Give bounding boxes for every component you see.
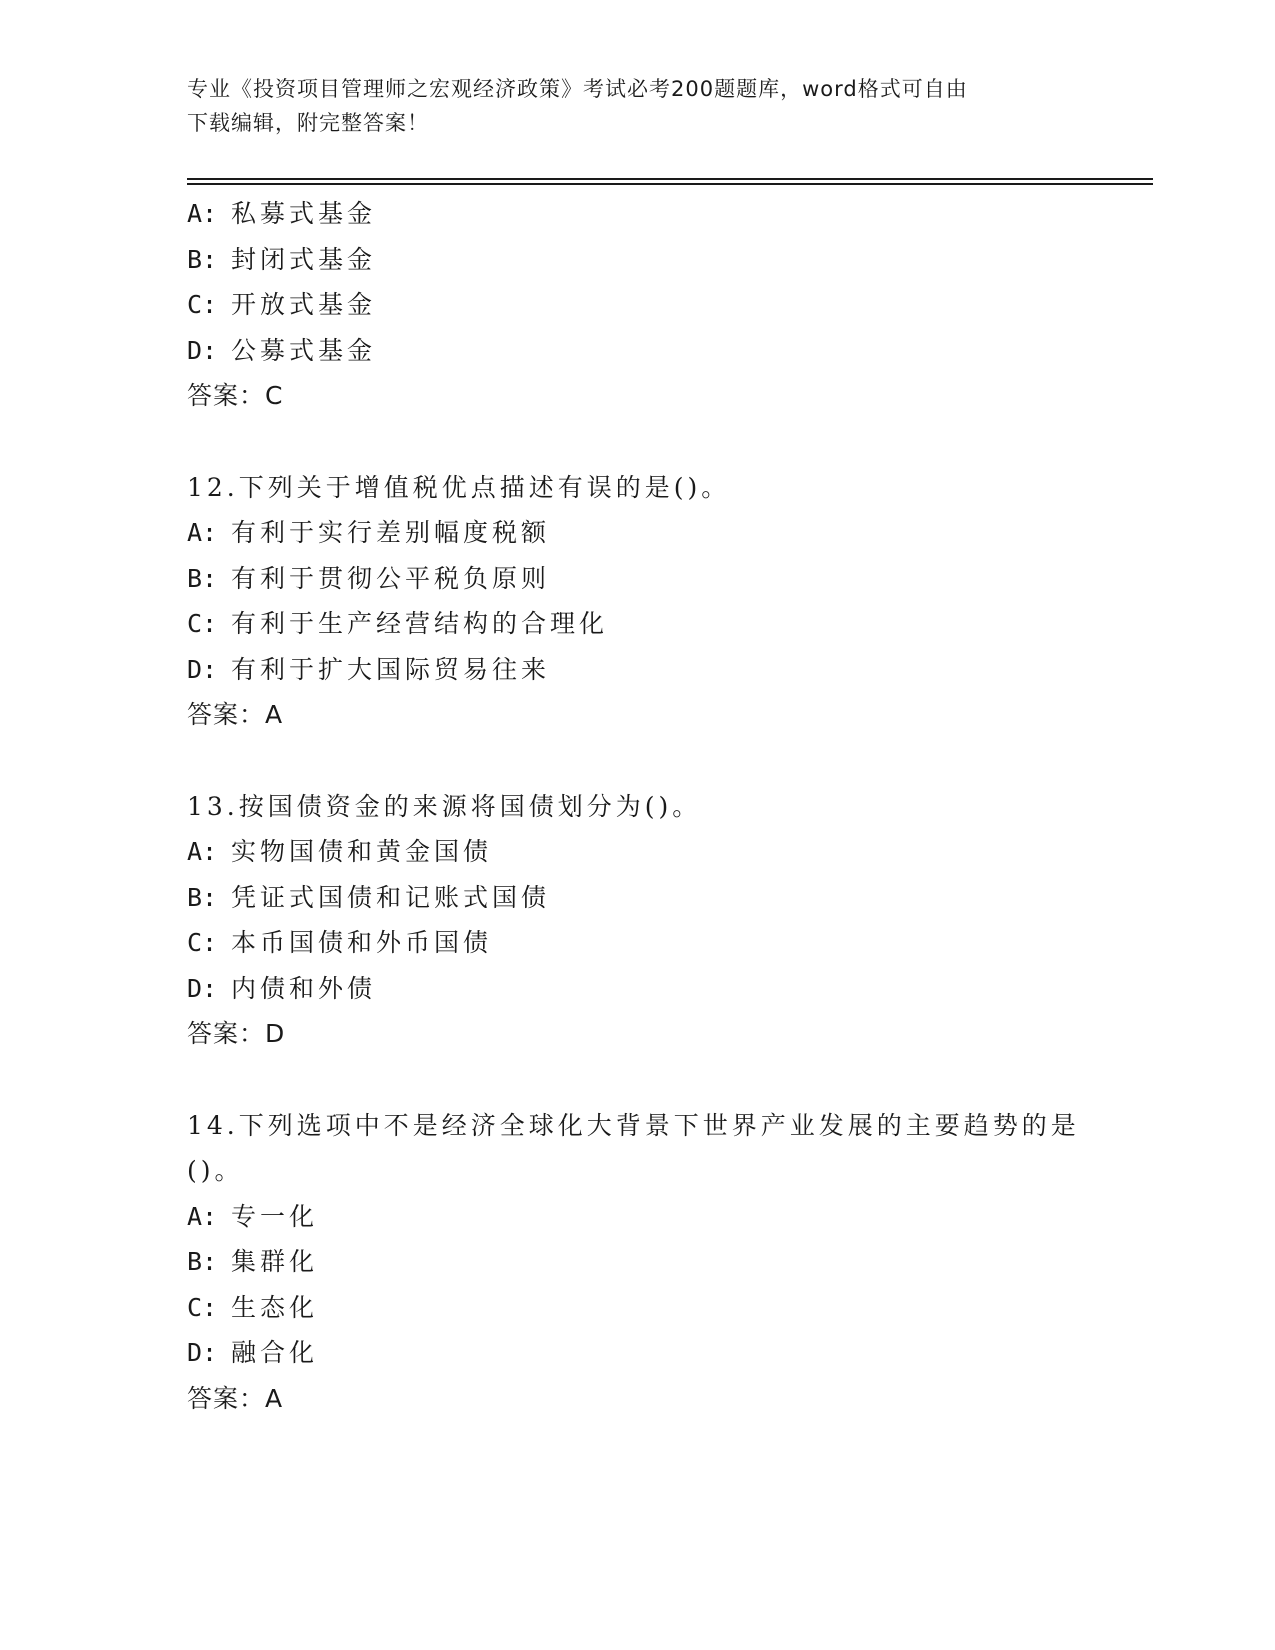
option-label: B:: [187, 1247, 218, 1276]
option-label: B:: [187, 563, 218, 593]
option-label: C:: [187, 1292, 218, 1322]
option-label: D:: [187, 1338, 218, 1367]
option-a: [187, 510, 1107, 556]
option-text: 凭证式国债和记账式国债: [231, 882, 551, 912]
answer: 答案：C: [187, 381, 284, 410]
question-text: 14.下列选项中不是经济全球化大背景下世界产业发展的主要趋势的是()。: [187, 1110, 1080, 1185]
option-text: 公募式基金: [231, 335, 377, 365]
option-c: [187, 1285, 1107, 1331]
question-text: 12.下列关于增值税优点描述有误的是()。: [187, 472, 731, 502]
option-text: 内债和外债: [231, 973, 377, 1003]
header-line-1: 专业《投资项目管理师之宏观经济政策》考试必考200题题库，word格式可自由: [187, 77, 968, 101]
answer: 答案：D: [187, 1019, 286, 1048]
question-block: [187, 465, 1107, 738]
option-label: A:: [187, 518, 218, 547]
option-label: C:: [187, 290, 218, 319]
option-label: C:: [187, 928, 218, 957]
option-b: [187, 237, 1107, 283]
option-b: [187, 1239, 1107, 1285]
option-d: [187, 966, 1107, 1012]
option-text: 开放式基金: [231, 290, 377, 319]
option-label: B:: [187, 244, 218, 274]
option-text: 有利于贯彻公平税负原则: [231, 563, 551, 593]
header-divider-bottom: [187, 183, 1153, 185]
question-block: [187, 1103, 1107, 1422]
option-text: 实物国债和黄金国债: [231, 837, 493, 866]
header-divider-top: [187, 178, 1153, 180]
option-label: D:: [187, 654, 218, 684]
option-c: [187, 920, 1107, 966]
question-list: [187, 191, 1107, 1421]
question-block: [187, 784, 1107, 1057]
option-text: 融合化: [231, 1338, 319, 1367]
option-text: 有利于生产经营结构的合理化: [231, 609, 609, 638]
option-d: [187, 328, 1107, 374]
option-text: 专一化: [231, 1201, 319, 1231]
option-c: [187, 601, 1107, 647]
option-a: [187, 191, 1107, 237]
option-b: [187, 556, 1107, 602]
option-text: 有利于实行差别幅度税额: [231, 518, 551, 547]
option-label: B:: [187, 882, 218, 912]
option-c: [187, 282, 1107, 328]
option-a: [187, 1194, 1107, 1240]
question-block: [187, 191, 1107, 419]
option-label: A:: [187, 837, 218, 866]
option-text: 有利于扩大国际贸易往来: [231, 654, 551, 684]
option-text: 封闭式基金: [231, 244, 377, 274]
document-header: [187, 72, 1087, 140]
option-text: 集群化: [231, 1247, 319, 1276]
answer: 答案：A: [187, 700, 284, 729]
question-text: 13.按国债资金的来源将国债划分为()。: [187, 791, 702, 821]
option-label: D:: [187, 335, 218, 365]
option-text: 私募式基金: [231, 199, 377, 228]
option-label: A:: [187, 199, 218, 228]
header-line-2: 下载编辑，附完整答案！: [187, 111, 429, 135]
option-label: A:: [187, 1201, 218, 1231]
answer: 答案：A: [187, 1383, 284, 1413]
option-label: D:: [187, 973, 218, 1003]
option-d: [187, 647, 1107, 693]
option-b: [187, 875, 1107, 921]
option-text: 生态化: [231, 1292, 319, 1322]
option-d: [187, 1330, 1107, 1376]
option-text: 本币国债和外币国债: [231, 928, 493, 957]
option-a: [187, 829, 1107, 875]
option-label: C:: [187, 609, 218, 638]
